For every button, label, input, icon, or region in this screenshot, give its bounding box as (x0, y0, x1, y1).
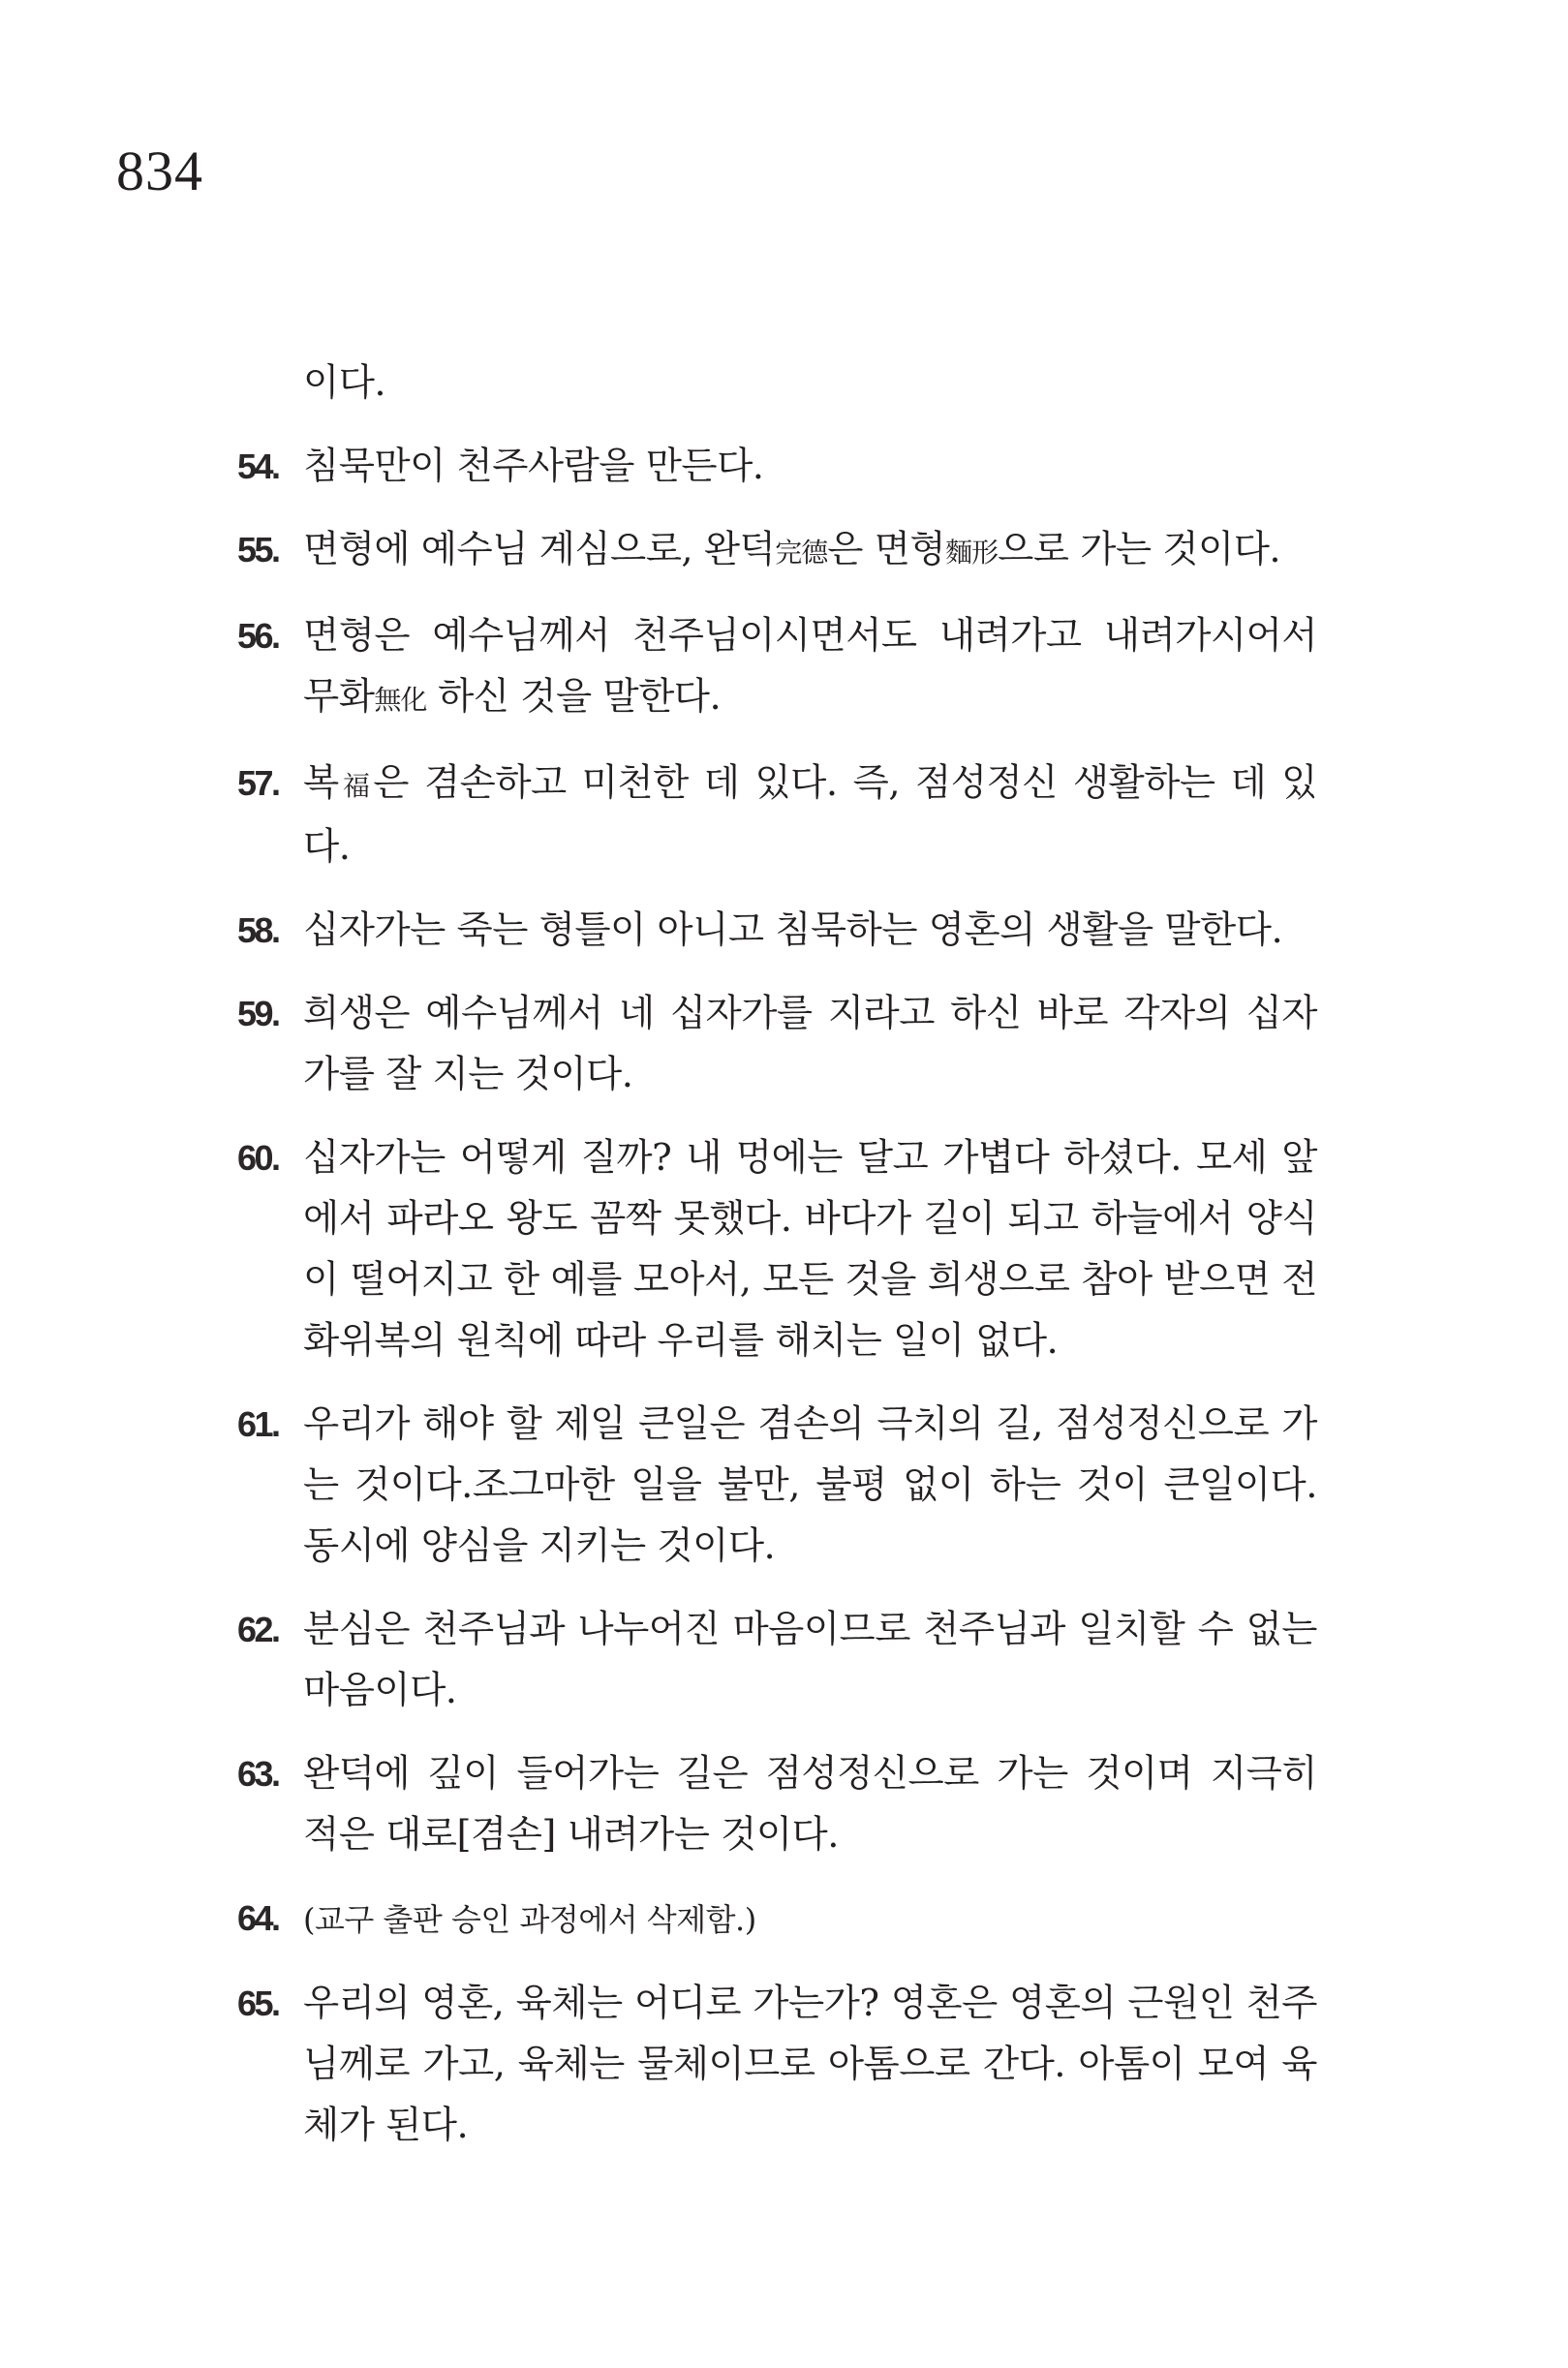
item-number: 63. (237, 1754, 279, 1794)
list-item-58 (237, 900, 1317, 961)
entry-text-part: 은 면형 (827, 528, 946, 571)
hanja-annotation: 福 (338, 770, 374, 802)
entry-text: 완덕에 깊이 들어가는 길은 점성정신으로 가는 것이며 지극히 적은 대로[겸손] 내려가는 것이다. (303, 1752, 1317, 1857)
hanja-annotation: 無化 (374, 684, 427, 716)
entry-text-part: 면형은 예수님께서 천주님이시면서도 내려가고 내려가시어서 무화 (303, 614, 1317, 719)
hanja-annotation: 麵形 (945, 537, 999, 569)
list-item-65 (237, 1973, 1317, 2156)
list-item-55 (237, 519, 1317, 583)
item-number: 55. (237, 530, 279, 569)
list-item-56 (237, 605, 1317, 730)
list-item-continuation (237, 353, 1317, 414)
entry-text-part: 복 (303, 761, 339, 805)
list-item-64 (237, 1888, 1317, 1951)
entry-text: 십자가는 어떻게 질까? 내 멍에는 달고 가볍다 하셨다. 모세 앞에서 파라오 왕도 꼼짝 못했다. 바다가 길이 되고 하늘에서 양식이 떨어지고 한 예를 모아서, 모든 것을 희생으로 참아 받으면 전화위복의 원칙에 따라 우리를 해치는 일이 없다. (303, 1136, 1317, 1363)
item-number: 60. (237, 1138, 279, 1178)
item-number: 62. (237, 1610, 279, 1649)
item-number: 56. (237, 616, 279, 656)
entry-text-part: 면형에 예수님 계심으로, 완덕 (303, 528, 776, 571)
entry-text: 우리의 영혼, 육체는 어디로 가는가? 영혼은 영혼의 근원인 천주님께로 가고, 육체는 물체이므로 아톰으로 간다. 아톰이 모여 육체가 된다. (303, 1982, 1317, 2147)
item-number: 57. (237, 763, 279, 803)
item-number: 64. (237, 1898, 279, 1938)
item-number: 54. (237, 446, 279, 486)
entry-text: 이다. (303, 361, 386, 405)
entry-text: 분심은 천주님과 나누어진 마음이므로 천주님과 일치할 수 없는 마음이다. (303, 1608, 1317, 1712)
page-body (237, 353, 1317, 2178)
entry-text: 우리가 해야 할 제일 큰일은 겸손의 극치의 길, 점성정신으로 가는 것이다.조그마한 일을 불만, 불평 없이 하는 것이 큰일이다. 동시에 양심을 지키는 것이다. (303, 1402, 1317, 1568)
item-number: 59. (237, 994, 279, 1033)
list-item-60 (237, 1127, 1317, 1371)
list-item-57 (237, 753, 1317, 877)
entry-text: 침묵만이 천주사람을 만든다. (303, 445, 764, 488)
hanja-annotation: 完德 (775, 537, 828, 569)
list-item-62 (237, 1599, 1317, 1721)
entry-text-part: 으로 가는 것이다. (998, 528, 1281, 571)
item-number: 61. (237, 1404, 279, 1444)
entry-text-part: 하신 것을 말한다. (426, 675, 722, 719)
list-item-61 (237, 1394, 1317, 1577)
entry-text: 십자가는 죽는 형틀이 아니고 침묵하는 영혼의 생활을 말한다. (303, 908, 1283, 952)
list-item-63 (237, 1743, 1317, 1865)
entry-text: 희생은 예수님께서 네 십자가를 지라고 하신 바로 각자의 십자가를 잘 지는 것이다. (303, 992, 1317, 1096)
item-number: 58. (237, 910, 279, 950)
entry-text: (교구 출판 승인 과정에서 삭제함.) (303, 1901, 756, 1938)
list-item-59 (237, 983, 1317, 1105)
item-number: 65. (237, 1984, 279, 2023)
list-item-54 (237, 436, 1317, 497)
entry-text-part: 은 겸손하고 미천한 데 있다. 즉, 점성정신 생활하는 데 있다. (303, 761, 1317, 869)
page-number: 834 (116, 139, 203, 202)
